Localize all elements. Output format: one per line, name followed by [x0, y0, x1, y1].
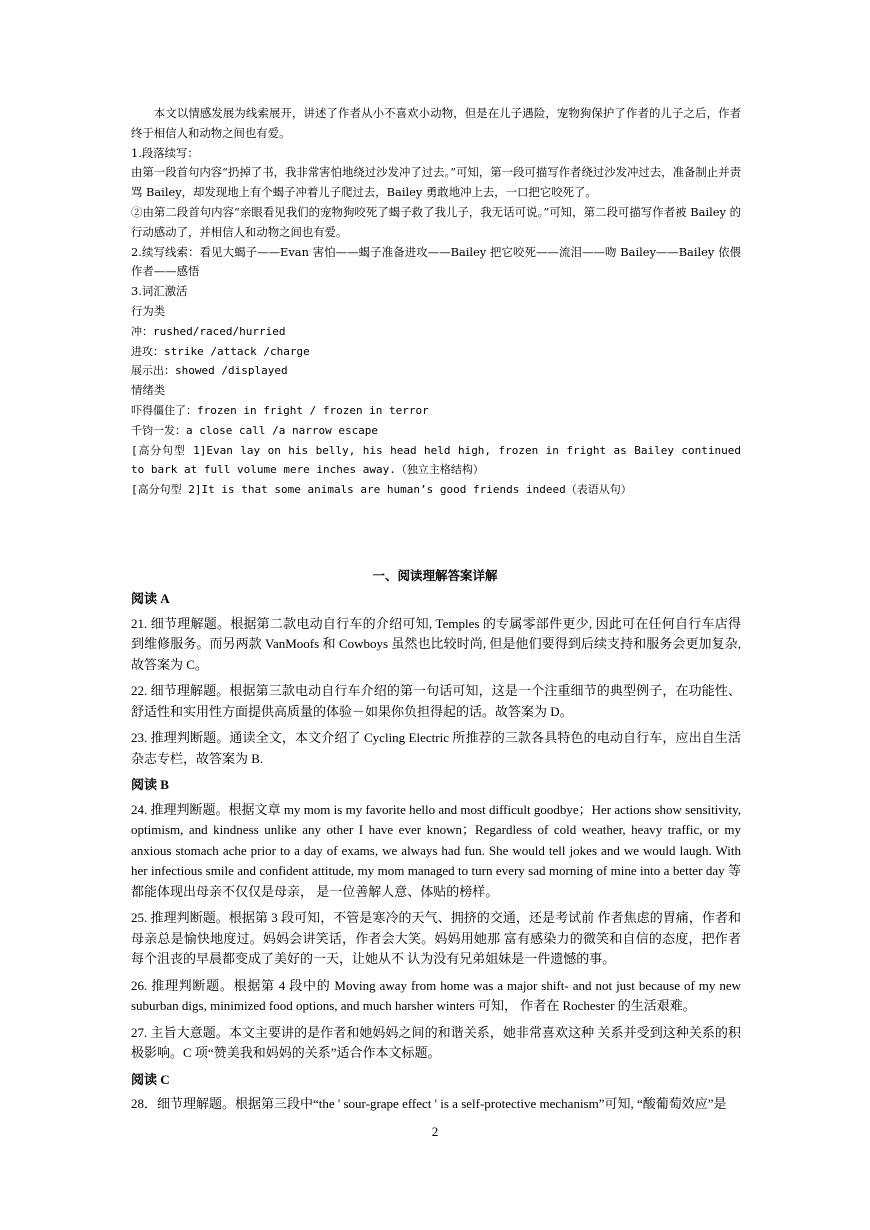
category-action: 行为类: [131, 303, 166, 318]
answer-24: 24. 推理判断题。根据文章 my mom is my favorite hello and most difficult goodbye；Her actions show sensitivity, optimism, and kindness unlike any other I have ever known；Regardless of cold weather, heavy traffic, or my anxious stomach ache prior to a day of exams, we always had fun. She would tell jokes and we would laugh. With her infectious smile and confident attitude, my mom managed to turn every sad morning of mine into a better day 等都能体现出母亲不仅仅是母亲， 是一位善解人意、体贴的榜样。: [131, 801, 741, 899]
section-title: 一、阅读理解答案详解: [372, 568, 498, 583]
paragraph-one-analysis: 由第一段首句内容“扔掉了书，我非常害怕地绕过沙发冲了过去。”可知，第一段可描写作者绕过沙发冲过去，准备制止并责骂 Bailey，却发现地上有个蝎子冲着儿子爬过去，Bailey 勇敢地冲上去，一口把它咬死了。: [131, 165, 741, 200]
heading-clues: 2.续写线索：看见大蝎子——Evan 害怕——蝎子准备进攻——Bailey 把它咬死——流泪——吻 Bailey——Bailey 依偎作者——感悟: [131, 244, 741, 279]
vocab-frozen: 吓得僵住了：frozen in fright / frozen in terror: [131, 403, 429, 417]
answer-21: 21. 细节理解题。根据第二款电动自行车的介绍可知, Temples 的专属零部件更少, 因此可在任何自行车店得到维修服务。而另两款 VanMoofs 和 Cowboys 虽然也比较时尚, 但是他们要得到后续支持和服务会更加复杂, 故答案为 C。: [131, 615, 741, 672]
vocab-attack: 进攻：strike /attack /charge: [131, 344, 310, 358]
vocab-close-call: 千钧一发：a close call /a narrow escape: [131, 423, 379, 437]
sentence-pattern-1: [高分句型 1]Evan lay on his belly, his head held high, frozen in fright as Bailey continued to bark at full volume mere inches away.（独立主格结构）: [131, 443, 741, 477]
answer-27: 27. 主旨大意题。本文主要讲的是作者和她妈妈之间的和谐关系，她非常喜欢这种 关系并受到这种关系的积极影响。C 项“赞美我和妈妈的关系”适合作本文标题。: [131, 1024, 741, 1060]
paragraph-two-analysis: ②由第二段首句内容“亲眼看见我们的宠物狗咬死了蝎子救了我儿子，我无话可说。”可知，第二段可描写作者被 Bailey 的行动感动了，并相信人和动物之间也有爱。: [131, 204, 741, 239]
reading-c-heading: 阅读 C: [131, 1071, 170, 1087]
reading-b-heading: 阅读 B: [131, 777, 169, 792]
answer-25: 25. 推理判断题。根据第 3 段可知，不管是寒冷的天气、拥挤的交通，还是考试前 作者焦虑的胃痛，作者和母亲总是愉快地度过。妈妈会讲笑话，作者会大笑。妈妈用她那 富有感染力的微笑和自信的态度，把作者每个沮丧的早晨都变成了美好的一天，让她从不 认为没有兄弟姐妹是一件遗憾的事。: [131, 910, 741, 966]
reading-a-heading: 阅读 A: [131, 591, 170, 606]
intro-paragraph: 本文以情感发展为线索展开，讲述了作者从小不喜欢小动物，但是在儿子遇险，宠物狗保护了作者的儿子之后，作者终于相信人和动物之间也有爱。: [131, 106, 741, 140]
answer-23: 23. 推理判断题。通读全文，本文介绍了 Cycling Electric 所推荐的三款各具特色的电动自行车，应出自生活杂志专栏，故答案为 B.: [131, 730, 741, 766]
heading-paragraph-continuation: 1.段落续写：: [131, 145, 199, 160]
answer-28: 28．细节理解题。根据第三段中“the ' sour-grape effect ' is a self-protective mechanism”可知, “酸葡萄效应”是: [131, 1096, 727, 1111]
vocab-rush: 冲：rushed/raced/hurried: [131, 324, 286, 338]
vocab-show: 展示出：showed /displayed: [131, 364, 288, 378]
category-emotion: 情绪类: [131, 383, 166, 398]
writing-analysis-section: [131, 104, 741, 500]
heading-vocabulary: 3.词汇激活: [131, 284, 188, 299]
answer-26: 26. 推理判断题。根据第 4 段中的 Moving away from home was a major shift- and not just because of my new suburban digs, minimized food options, and much harsher winters 可知， 作者在 Rochester 的生活艰难。: [131, 977, 741, 1013]
reading-answers-section: [131, 589, 741, 1121]
page-number: 2: [431, 1124, 439, 1139]
answer-22: 22. 细节理解题。根据第三款电动自行车介绍的第一句话可知，这是一个注重细节的典型例子，在功能性、舒适性和实用性方面提供高质量的体验－如果你负担得起的话。故答案为 D。: [131, 683, 741, 719]
sentence-pattern-2: [高分句型 2]It is that some animals are human’s good friends indeed（表语从句）: [131, 483, 632, 497]
